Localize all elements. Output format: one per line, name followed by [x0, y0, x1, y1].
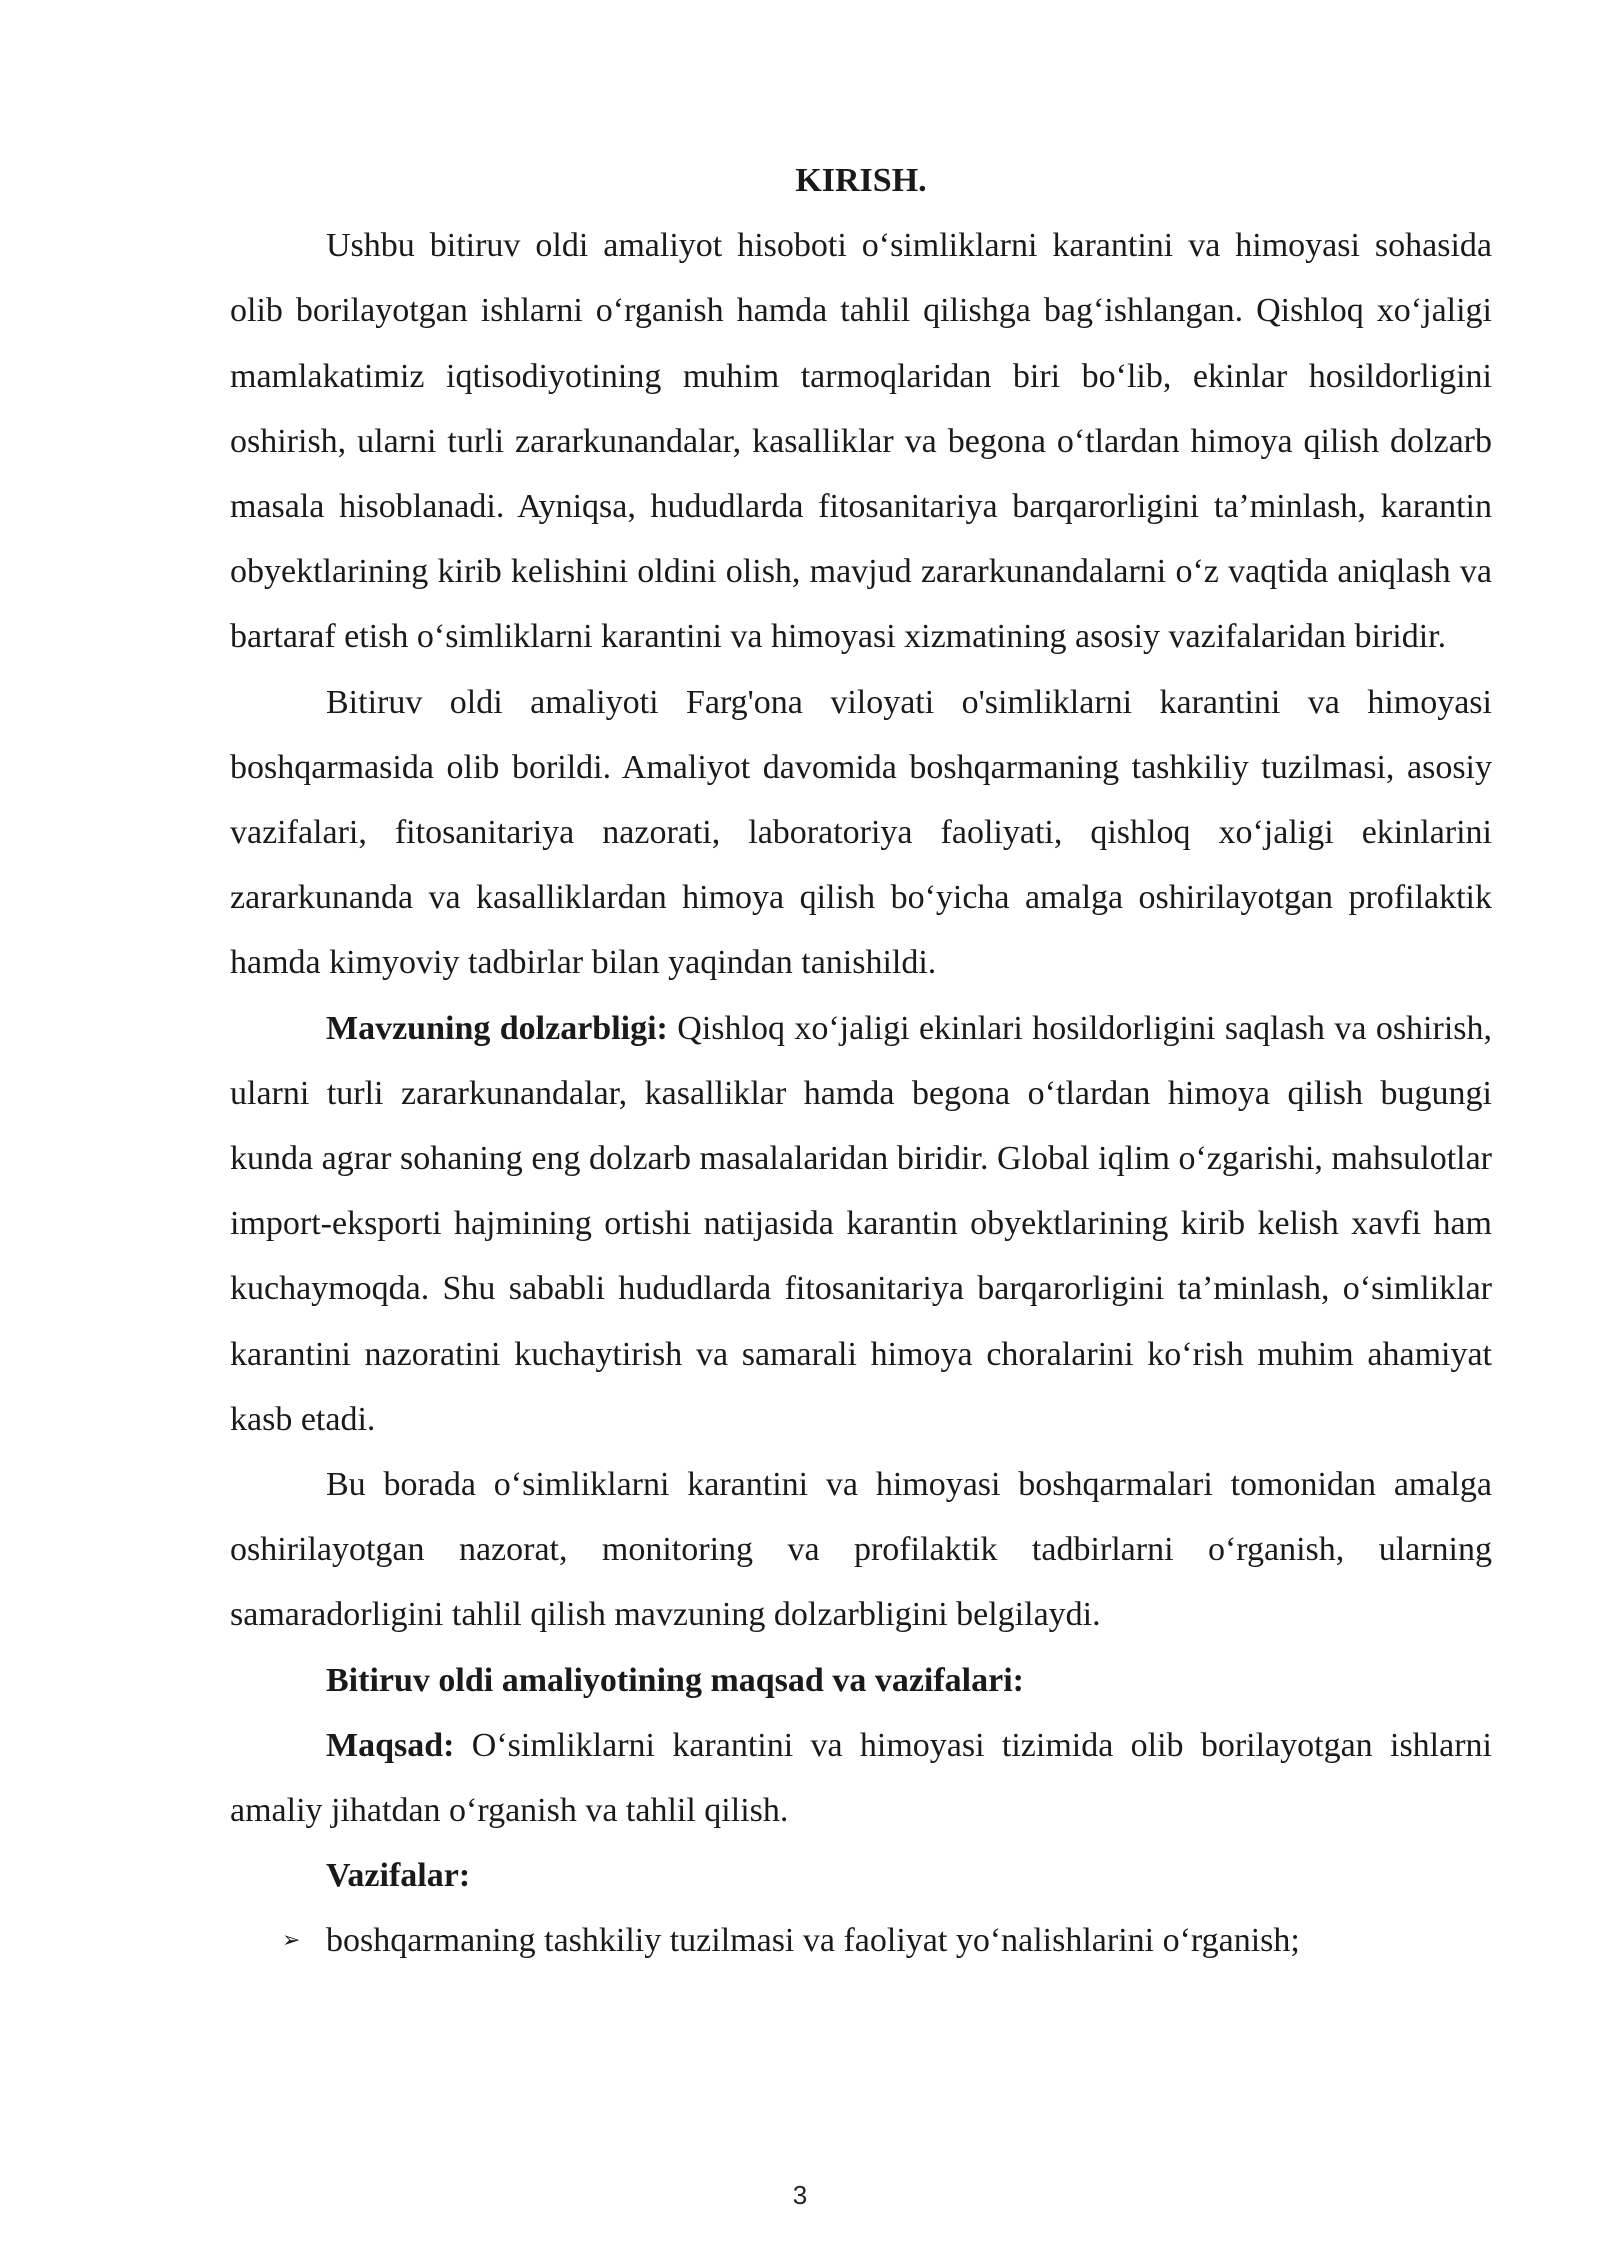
- tasks-heading: Vazifalar:: [326, 1857, 471, 1895]
- page-title: KIRISH.: [795, 162, 927, 199]
- page-number: 3: [792, 2180, 808, 2210]
- goal-text: Oʻsimliklarni karantini va himoyasi tizimida olib borilayotgan ishlarni amaliy jihatdan oʻrganish va tahlil qilish.: [230, 1726, 1492, 1830]
- task-text: boshqarmaning tashkiliy tuzilmasi va faoliyat yoʻnalishlarini oʻrganish;: [326, 1922, 1300, 1960]
- relevance-label: Mavzuning dolzarbligi:: [326, 1009, 668, 1047]
- goal-paragraph: [230, 1713, 1492, 1843]
- task-item: [230, 1908, 1492, 1973]
- relevance-text: Qishloq xoʻjaligi ekinlari hosildorligini saqlash va oshirish, ularni turli zararkunandalar, kasalliklar hamda begona oʻtlardan himoya qilish bugungi kunda agrar sohaning eng dolzarb masalalaridan biridir. Global iqlim oʻzgarishi, mahsulotlar import-eksporti hajmining ortishi natijasida karantin obyektlarining kirib kelish xavfi ham kuchaymoqda. Shu sababli hududlarda fitosanitariya barqarorligini ta’minlash, oʻsimliklar karantini nazoratini kuchaytirish va samarali himoya choralarini koʻrish muhim ahamiyat kasb etadi.: [230, 1009, 1493, 1438]
- intro-paragraph-1: Ushbu bitiruv oldi amaliyot hisoboti oʻsimliklarni karantini va himoyasi sohasida olib borilayotgan ishlarni oʻrganish hamda tahlil qilishga bagʻishlangan. Qishloq xoʻjaligi mamlakatimiz iqtisodiyotining muhim tarmoqlaridan biri boʻlib, ekinlar hosildorligini oshirish, ularni turli zararkunandalar, kasalliklar va begona oʻtlardan himoya qilish dolzarb masala hisoblanadi. Ayniqsa, hududlarda fitosanitariya barqarorligini ta’minlash, karantin obyektlarining kirib kelishini oldini olish, mavjud zararkunandalarni oʻz vaqtida aniqlash va bartaraf etish oʻsimliklarni karantini va himoyasi xizmatining asosiy vazifalaridan biridir.: [230, 227, 1492, 656]
- goals-heading: Bitiruv oldi amaliyotining maqsad va vazifalari:: [326, 1661, 1024, 1699]
- relevance-paragraph: [230, 996, 1492, 1452]
- intro-paragraph-2: Bitiruv oldi amaliyoti Farg'ona viloyati o'simliklarni karantini va himoyasi boshqarmasida olib borildi. Amaliyot davomida boshqarmaning tashkiliy tuzilmasi, asosiy vazifalari, fitosanitariya nazorati, laboratoriya faoliyati, qishloq xoʻjaligi ekinlarini zararkunanda va kasalliklardan himoya qilish boʻyicha amalga oshirilayotgan profilaktik hamda kimyoviy tadbirlar bilan yaqindan tanishildi.: [230, 683, 1492, 982]
- tasks-list: [230, 1908, 1492, 1973]
- relevance-followup-paragraph: Bu borada oʻsimliklarni karantini va himoyasi boshqarmalari tomonidan amalga oshirilayotgan nazorat, monitoring va profilaktik tadbirlarni oʻrganish, ularning samaradorligini tahlil qilish mavzuning dolzarbligini belgilaydi.: [230, 1466, 1492, 1634]
- arrow-bullet-icon: ➢: [282, 1928, 301, 1954]
- page-content: [230, 148, 1492, 1974]
- goal-label: Maqsad:: [326, 1726, 455, 1764]
